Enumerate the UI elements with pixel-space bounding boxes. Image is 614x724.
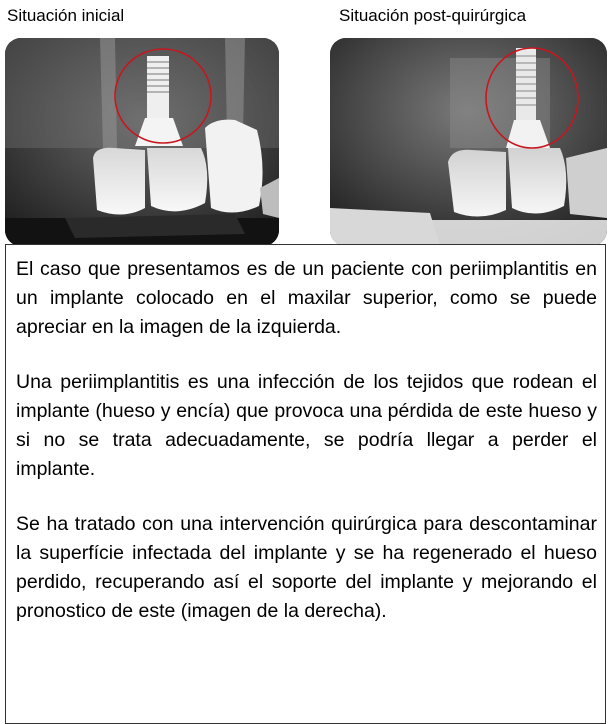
xray-drawing-post-surgical — [330, 38, 607, 246]
case-description-box — [5, 244, 606, 724]
caption-post-surgical-situation: Situación post-quirúrgica — [339, 6, 527, 25]
caption-initial-situation: Situación inicial — [7, 6, 125, 25]
paragraph-treatment: Se ha tratado con una intervención quirúrgica para descontaminar la superfície infectada del implante y se ha regenerado el hueso perdido, recuperando así el soporte del implante y mejorando el pronostico de este (imagen de la derecha). — [16, 513, 597, 622]
paragraph-case-intro: El caso que presentamos es de un paciente con periimplantitis en un implante colocado en el maxilar superior, como se puede apreciar en la imagen de la izquierda. — [16, 258, 597, 338]
xray-image-initial — [5, 38, 279, 246]
xray-drawing-initial — [5, 38, 279, 246]
xray-image-post-surgical — [330, 38, 607, 246]
paragraph-periimplantitis-definition: Una periimplantitis es una infección de los tejidos que rodean el implante (hueso y encía) que provoca una pérdida de este hueso y si no se trata adecuadamente, se podría llegar a perder el implante. — [16, 371, 597, 480]
